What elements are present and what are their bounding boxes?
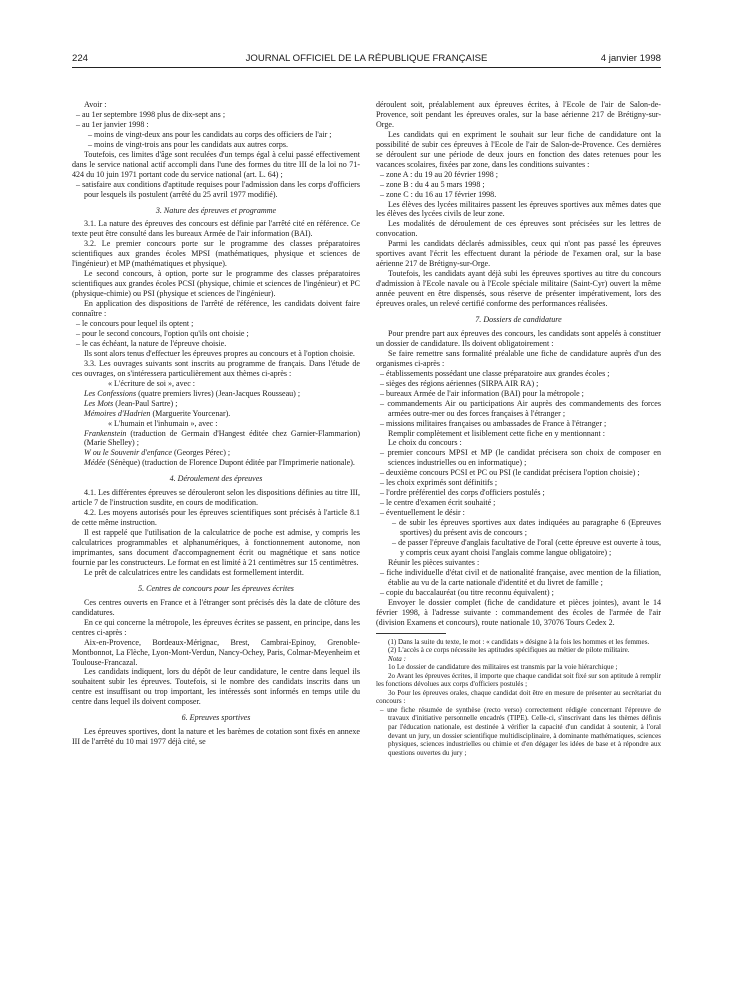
list-item: – de subir les épreuves sportives aux dates indiquées au paragraphe 6 (Epreuves sportives) du présent avis de concours ;	[392, 518, 661, 538]
work-title: Les Mots	[84, 398, 114, 408]
work-citation	[72, 458, 360, 468]
section-heading-3: 3. Nature des épreuves et programme	[155, 205, 277, 215]
paragraph: Aix-en-Provence, Bordeaux-Mérignac, Brest, Cambrai-Epinoy, Grenoble-Montbonnot, La Flèche, Lyon-Mont-Verdun, Nancy-Ochey, Paris, Colmar-Meyenheim et Toulouse-Francazal.	[72, 637, 360, 667]
paragraph: Remplir complètement et lisiblement cette fiche en y mentionnant :	[388, 428, 605, 438]
work-citation	[72, 409, 360, 419]
paragraph: 4.2. Les moyens autorisés pour les épreuves scientifiques sont précisés à l'article 8.1 de cette même instruction.	[72, 508, 360, 528]
theme-line: « L'humain et l'inhumain », avec :	[108, 418, 218, 428]
footnote: (1) Dans la suite du texte, le mot : « candidats » désigne à la fois les hommes et les femmes.	[388, 637, 650, 646]
section-heading-7: 7. Dossiers de candidature	[475, 315, 562, 325]
paragraph: Ces centres ouverts en France et à l'étranger sont précisés dès la date de clôture des candidatures.	[72, 597, 360, 617]
paragraph: Avoir :	[84, 100, 107, 109]
page-number: 224	[72, 53, 89, 64]
list-item: – moins de vingt-deux ans pour les candidats au corps des officiers de l'air ;	[88, 129, 332, 139]
paragraph: Le prêt de calculatrices entre les candidats est formellement interdit.	[84, 567, 304, 577]
work-title: Médée	[84, 458, 106, 468]
list-item: – moins de vingt-trois ans pour les candidats aux autres corps.	[88, 139, 289, 149]
work-detail: (Sénèque) (traduction de Florence Dupont éditée par l'Imprimerie nationale).	[105, 458, 355, 468]
list-item: – zone A : du 19 au 20 février 1998 ;	[380, 169, 498, 179]
list-item: – zone C : du 16 au 17 février 1998.	[380, 189, 497, 199]
paragraph: Toutefois, les candidats ayant déjà subi les épreuves sportives au titre du concours d'admission à l'Ecole navale ou à l'Ecole spéciale militaire (Saint-Cyr) ouvert la même année peuvent en être dispensés, sous réserve de présenter impérativement, lors des épreuves orales, un relevé certifié conforme des performances réalisées.	[376, 269, 661, 309]
paragraph: Les candidats qui en expriment le souhait sur leur fiche de candidature ont la possibilité de subir ces épreuves à l'Ecole de l'air de Salon-de-Provence. Ces dernières se déroulent sur une période de deux jours en fonction des dates retenues pour les vacances scolaires, fixées par zone, dans les conditions suivantes :	[376, 129, 661, 169]
list-item: – missions militaires françaises ou ambassades de France à l'étranger ;	[380, 418, 607, 428]
work-detail: (traduction de Germain d'Hangest éditée chez Garnier-Flammarion) (Marie Shelley) ;	[84, 428, 360, 448]
list-item: – le concours pour lequel ils optent ;	[76, 319, 194, 329]
section-heading-6: 6. Epreuves sportives	[181, 713, 251, 723]
paragraph: Le second concours, à option, porte sur le programme des classes préparatoires scientifiques aux grandes écoles PCSI (physique, chimie et sciences de l'ingénieur) et PC (physique-chimie) ou PSI (physique et sciences de l'ingénieur).	[72, 269, 360, 299]
list-item: – les choix exprimés sont définitifs ;	[380, 478, 498, 488]
paragraph: Les épreuves sportives, dont la nature et les barèmes de cotation sont fixés en annexe III de l'arrêté du 10 mai 1977 déjà cité, se	[72, 727, 360, 747]
footnotes	[376, 638, 661, 758]
list-item: – le centre d'examen écrit souhaité ;	[380, 498, 496, 508]
list-item: – éventuellement le désir :	[380, 508, 465, 518]
paragraph: Il est rappelé que l'utilisation de la calculatrice de poche est admise, y compris les calculatrices programmables et alphanumériques, à fonctionnement autonome, non imprimantes, sans document d'accompagnement écrit ou magnétique et sans notice fournie par les constructeurs. Le format en est limité à 21 centimètres sur 15 centimètres.	[72, 528, 360, 567]
paragraph: Parmi les candidats déclarés admissibles, ceux qui n'ont pas passé les épreuves sportives avant l'écrit les effectuent durant la période de l'examen oral, sur la base aérienne 217 de Brétigny-sur-Orge.	[376, 239, 661, 269]
footnote-rule	[376, 633, 446, 634]
paragraph: 4.1. Les différentes épreuves se dérouleront selon les dispositions définies au titre III, article 7 de l'instruction susdite, en cours de modification.	[72, 488, 360, 508]
paragraph: Réunir les pièces suivantes :	[388, 557, 480, 567]
nota-item: 1o Le dossier de candidature des militaires est transmis par la voie hiérarchique ;	[388, 663, 618, 672]
work-citation	[72, 448, 360, 458]
paragraph: Les modalités de déroulement de ces épreuves sont précisées sur les lettres de convocation.	[376, 219, 661, 239]
list-item: – satisfaire aux conditions d'aptitude requises pour l'admission dans les corps d'officiers pour lesquels ils postulent (arrêté du 25 avril 1977 modifié).	[76, 179, 360, 199]
paragraph: 3.1. La nature des épreuves des concours est définie par l'arrêté cité en référence. Ce texte peut être consulté dans les bureaux Armée de l'air information (BAI).	[72, 219, 360, 239]
list-item: – bureaux Armée de l'air information (BAI) pour la métropole ;	[380, 388, 584, 398]
header-rule	[72, 67, 661, 68]
work-detail: (Jean-Paul Sartre) ;	[113, 398, 178, 408]
nota-item: – une fiche résumée de synthèse (recto verso) correctement rédigée concernant l'épreuve de travaux d'initiative personnelle encadrés (TIPE). Celle-ci, s'inscrivant dans les thèmes définis par l'éducation nationale, est destinée à vérifier la capacité d'un candidat à soutenir, à l'oral devant un jury, un dossier scientifique multidisciplinaire, à dominante mathématiques, sciences physiques, sciences industrielles ou chimie et d'en dégager les idées de base et à répondre aux questions ouvertes du jury ;	[380, 705, 661, 757]
journal-title: JOURNAL OFFICIEL DE LA RÉPUBLIQUE FRANÇAISE	[245, 53, 488, 64]
paragraph: Envoyer le dossier complet (fiche de candidature et pièces jointes), avant le 14 février 1998, à l'adresse suivante : commandement des écoles de l'armée de l'air (division Examens et concours), route nationale 10, 37076 Tours Cedex 2.	[376, 597, 661, 627]
list-item: – zone B : du 4 au 5 mars 1998 ;	[380, 179, 485, 189]
section-heading-5: 5. Centres de concours pour les épreuves écrites	[138, 583, 294, 593]
list-item: – fiche individuelle d'état civil et de nationalité française, avec mention de la filiation, établie au vu de la carte nationale d'identité et du livret de famille ;	[380, 567, 661, 587]
list-item: – commandements Air ou participations Air auprès des commandements des forces armées outre-mer ou des forces françaises à l'étranger ;	[380, 398, 661, 418]
list-item: – premier concours MPSI et MP (le candidat précisera son choix de composer en sciences industrielles ou en informatique) ;	[380, 448, 661, 468]
paragraph: Ils sont alors tenus d'effectuer les épreuves propres au concours et à l'option choisie.	[84, 348, 355, 358]
paragraph: En ce qui concerne la métropole, les épreuves écrites se passent, en principe, dans les centres ci-après :	[72, 617, 360, 637]
list-item: – le cas échéant, la nature de l'épreuve choisie.	[76, 338, 227, 348]
list-item: – pour le second concours, l'option qu'ils ont choisie ;	[76, 328, 249, 338]
nota-heading: Nota :	[388, 654, 406, 663]
paragraph: Toutefois, ces limites d'âge sont reculées d'un temps égal à celui passé effectivement dans le service national actif accompli dans l'une des formes du titre III de la loi no 71-424 du 10 juin 1971 portant code du service national (art. L. 64) ;	[72, 149, 360, 179]
work-detail: (Marguerite Yourcenar).	[150, 408, 231, 418]
left-column	[72, 100, 360, 747]
paragraph: Pour prendre part aux épreuves des concours, les candidats sont appelés à constituer un dossier de candidature. Ils doivent obligatoirement :	[376, 328, 661, 348]
paragraph: 3.3. Les ouvrages suivants sont inscrits au programme de français. Dans l'étude de ces ouvrages, on s'intéressera particulièrement aux thèmes ci-après :	[72, 358, 360, 378]
list-item: – deuxième concours PCSI et PC ou PSI (le candidat précisera l'option choisie) ;	[380, 468, 640, 478]
work-title: Frankenstein	[84, 428, 127, 438]
work-citation	[72, 429, 360, 449]
right-column	[376, 100, 661, 757]
section-heading-4: 4. Déroulement des épreuves	[169, 474, 263, 484]
nota-item: 2o Avant les épreuves écrites, il importe que chaque candidat soit fixé sur son aptitude à remplir les fonctions dévolues aux corps d'officiers postulés ;	[376, 671, 661, 689]
list-item: – établissements possédant une classe préparatoire aux grandes écoles ;	[380, 368, 610, 378]
work-detail: (Georges Pérec) ;	[171, 448, 231, 458]
list-item: – l'ordre préférentiel des corps d'officiers postulés ;	[380, 488, 545, 498]
paragraph: Les élèves des lycées militaires passent les épreuves sportives aux mêmes dates que les élèves des lycées civils de leur zone.	[376, 199, 661, 219]
list-item: – copie du baccalauréat (ou titre reconnu équivalent) ;	[380, 587, 554, 597]
work-citation	[72, 389, 360, 399]
page-header	[72, 53, 661, 67]
nota-item: 3o Pour les épreuves orales, chaque candidat doit être en mesure de présenter au secrétariat du concours :	[376, 688, 661, 706]
footnote: (2) L'accès à ce corps nécessite les aptitudes spécifiques au métier de pilote militaire.	[388, 646, 630, 655]
theme-line: « L'écriture de soi », avec :	[108, 378, 196, 388]
list-item: – au 1er septembre 1998 plus de dix-sept ans ;	[76, 109, 226, 119]
paragraph: 3.2. Le premier concours porte sur le programme des classes préparatoires scientifiques aux grandes écoles MPSI (mathématiques, physique et sciences de l'ingénieur) et MP (mathématiques et physique).	[72, 239, 360, 269]
list-item: – sièges des régions aériennes (SIRPA AIR RA) ;	[380, 378, 539, 388]
work-title: W ou le Souvenir d'enfance	[84, 448, 172, 458]
list-item: – au 1er janvier 1998 :	[76, 119, 149, 129]
paragraph: En application des dispositions de l'arrêté de référence, les candidats doivent faire connaître :	[72, 299, 360, 319]
work-title: Mémoires d'Hadrien	[84, 408, 151, 418]
paragraph: déroulent soit, préalablement aux épreuves écrites, à l'Ecole de l'air de Salon-de-Provence, soit pendant les épreuves orales, sur la base aérienne 217 de Brétigny-sur-Orge.	[376, 100, 661, 129]
paragraph: Les candidats indiquent, lors du dépôt de leur candidature, le centre dans lequel ils souhaitent subir les épreuves. Toutefois, si le nombre des candidats inscrits dans un centre est insuffisant ou trop important, les intéressés sont informés en temps utile du centre dans lequel ils doivent composer.	[72, 667, 360, 707]
list-item: – de passer l'épreuve d'anglais facultative de l'oral (cette épreuve est ouverte à tous, y compris ceux ayant choisi l'anglais comme langue obligatoire) ;	[392, 537, 661, 557]
work-citation	[72, 399, 360, 409]
work-detail: (quatre premiers livres) (Jean-Jacques Rousseau) ;	[136, 388, 301, 398]
paragraph: Le choix du concours :	[388, 438, 462, 448]
publication-date: 4 janvier 1998	[600, 53, 661, 64]
work-title: Les Confessions	[84, 388, 137, 398]
paragraph: Se faire remettre sans formalité préalable une fiche de candidature auprès d'un des organismes ci-après :	[376, 348, 661, 368]
